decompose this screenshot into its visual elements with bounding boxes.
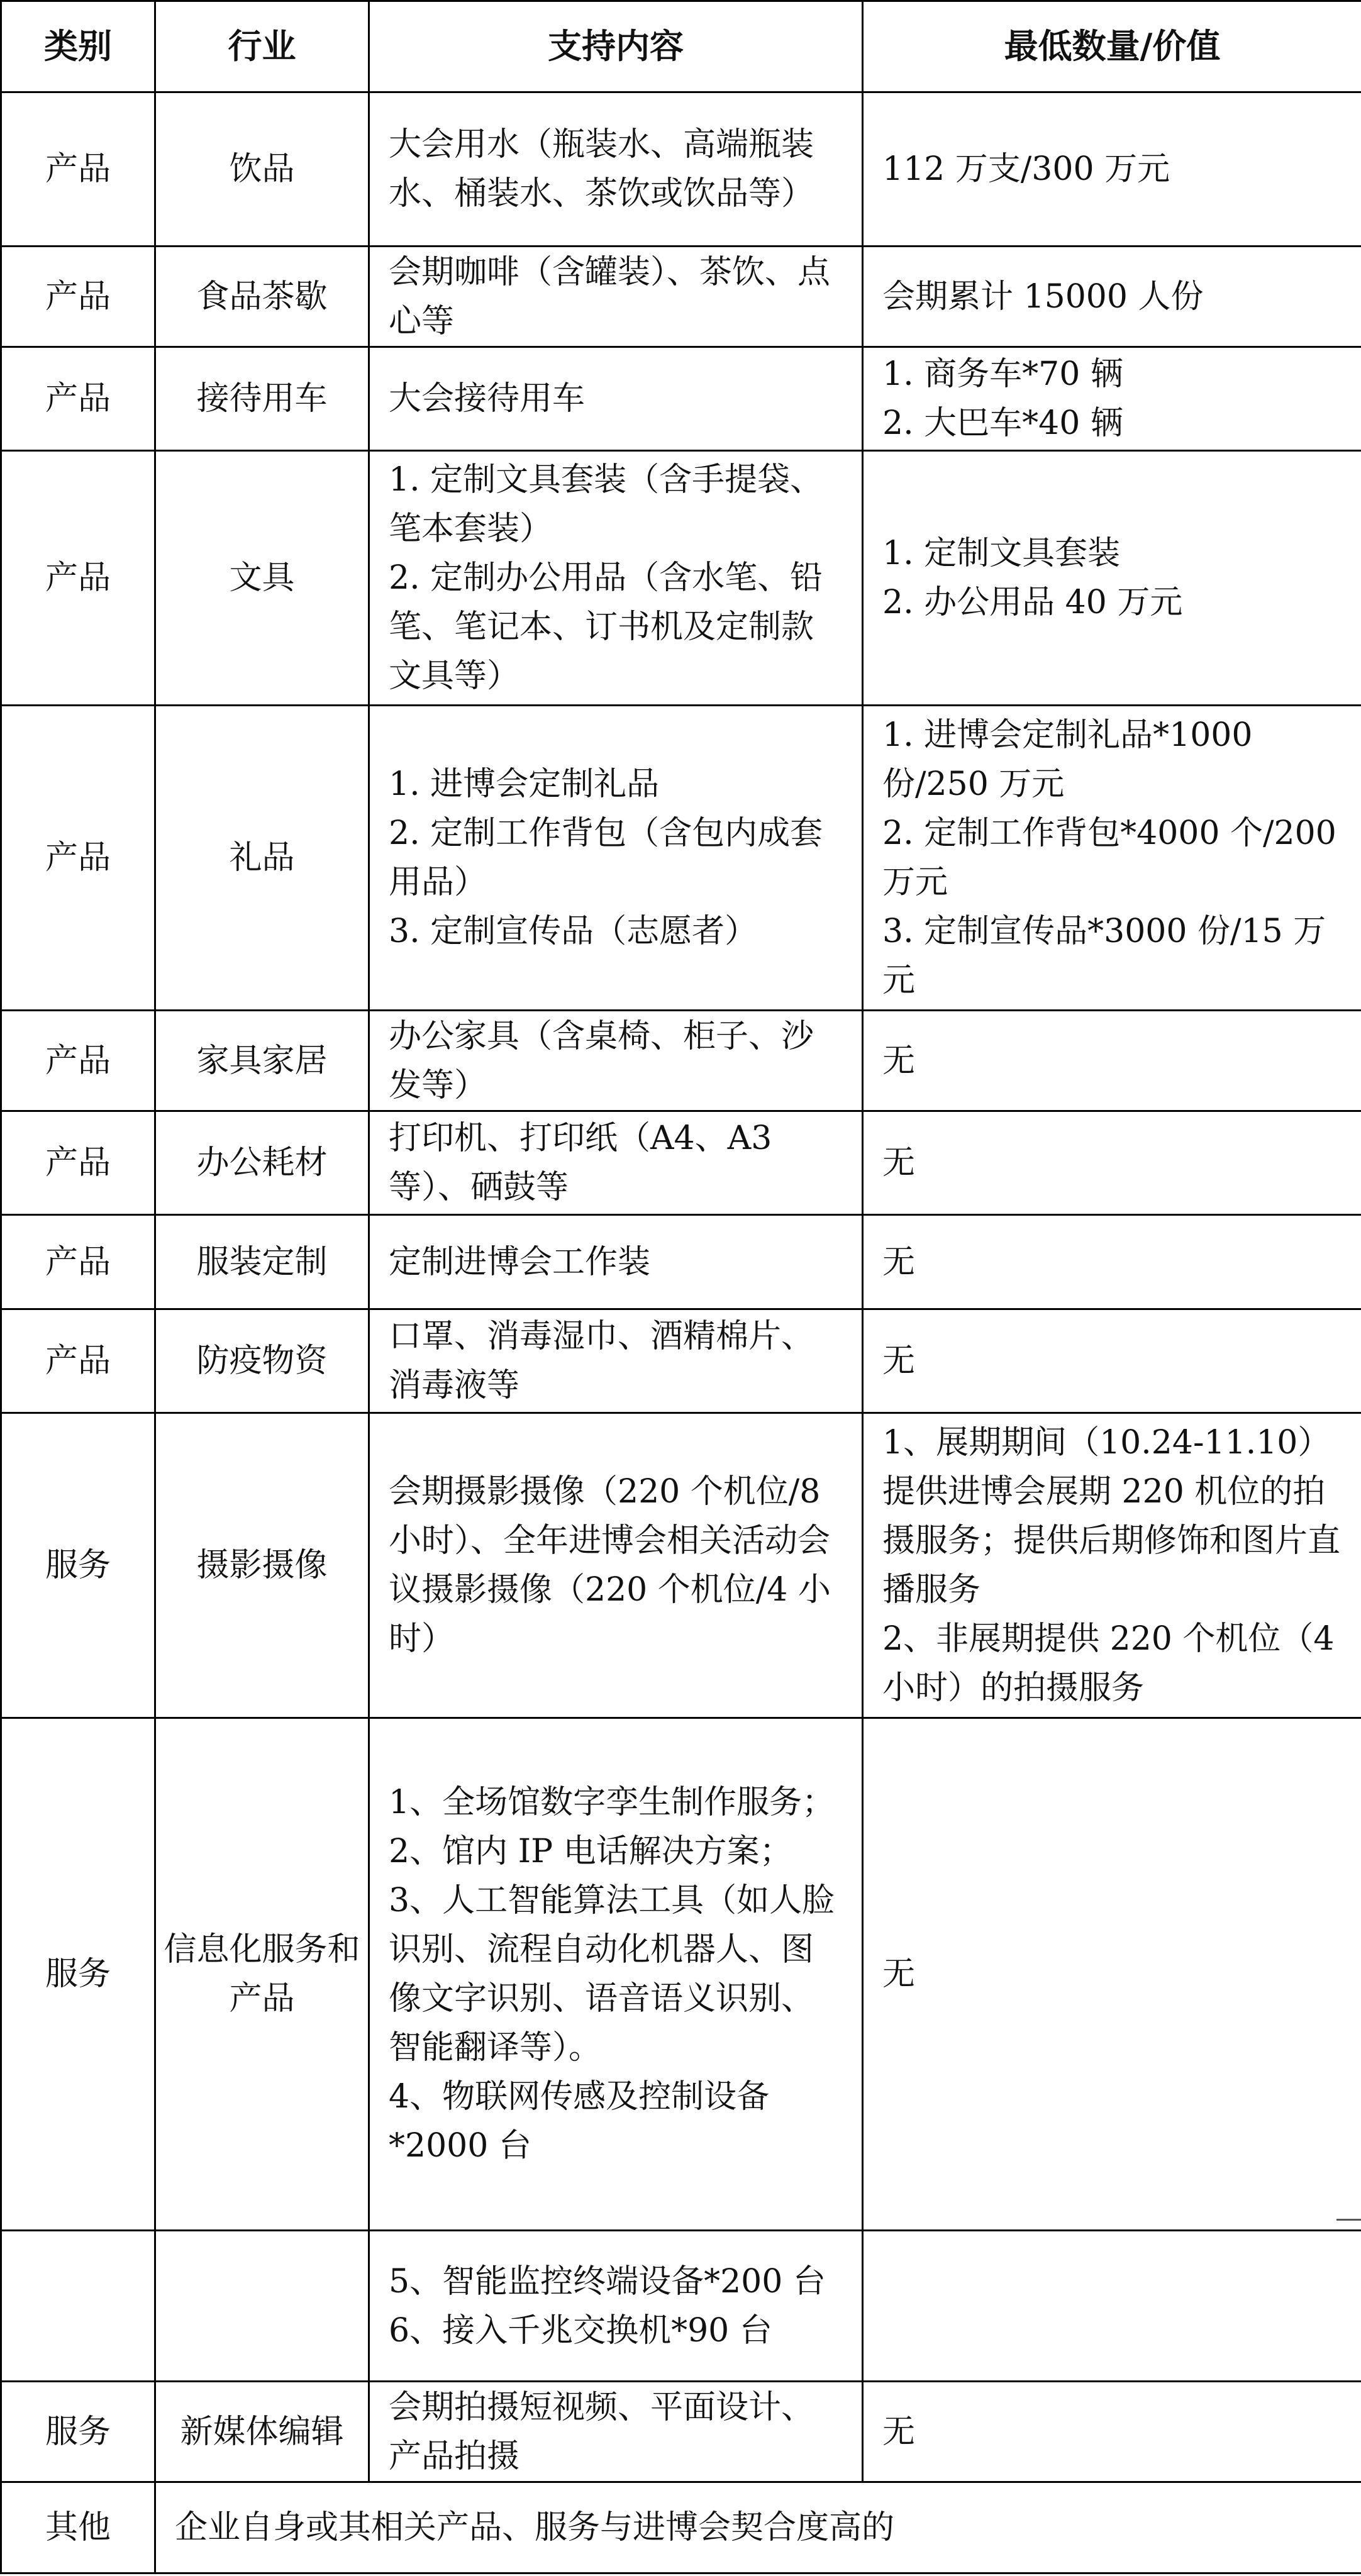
row-category: 产品 xyxy=(1,347,155,451)
row-content: 会期拍摄短视频、平面设计、产品拍摄 xyxy=(369,2382,863,2482)
row-minimum: 1. 定制文具套装 2. 办公用品 40 万元 xyxy=(863,451,1361,706)
row-minimum: 会期累计 15000 人份 xyxy=(863,247,1361,347)
row-industry: 饮品 xyxy=(155,92,369,247)
row-minimum: 无 xyxy=(863,1718,1361,2231)
row-category xyxy=(1,2231,155,2382)
row-content: 办公家具（含桌椅、柜子、沙发等） xyxy=(369,1011,863,1111)
row-industry xyxy=(155,2231,369,2382)
header-industry: 行业 xyxy=(155,1,369,92)
row-content: 会期咖啡（含罐装）、茶饮、点心等 xyxy=(369,247,863,347)
row-minimum: 无 xyxy=(863,1111,1361,1215)
row-content: 企业自身或其相关产品、服务与进博会契合度高的 xyxy=(155,2482,1361,2573)
row-category: 产品 xyxy=(1,247,155,347)
row-industry: 接待用车 xyxy=(155,347,369,451)
table-row xyxy=(1,1413,1361,1718)
row-category: 产品 xyxy=(1,451,155,706)
continuation-row xyxy=(1,2231,1361,2382)
row-content: 大会用水（瓶装水、高端瓶装水、桶装水、茶饮或饮品等） xyxy=(369,92,863,247)
row-minimum: 无 xyxy=(863,1011,1361,1111)
table-row xyxy=(1,247,1361,347)
row-category: 其他 xyxy=(1,2482,155,2573)
row-content: 会期摄影摄像（220 个机位/8 小时）、全年进博会相关活动会议摄影摄像（220 个机位/4 小时） xyxy=(369,1413,863,1718)
table-row xyxy=(1,706,1361,1011)
row-content: 1、全场馆数字孪生制作服务； 2、馆内 IP 电话解决方案；3、人工智能算法工具（如人脸识别、流程自动化机器人、图像文字识别、语音语义识别、智能翻译等）。 4、物联网传感及控制设备*2000 台 xyxy=(369,1718,863,2231)
other-row xyxy=(1,2482,1361,2573)
row-category: 产品 xyxy=(1,1309,155,1413)
row-category: 产品 xyxy=(1,706,155,1011)
row-category: 服务 xyxy=(1,1718,155,2231)
row-category: 服务 xyxy=(1,2382,155,2482)
row-industry: 家具家居 xyxy=(155,1011,369,1111)
row-content: 大会接待用车 xyxy=(369,347,863,451)
row-minimum: 112 万支/300 万元 xyxy=(863,92,1361,247)
table-row xyxy=(1,1215,1361,1309)
row-minimum xyxy=(863,2231,1361,2382)
table-row xyxy=(1,2382,1361,2482)
row-category: 产品 xyxy=(1,1215,155,1309)
row-content: 定制进博会工作装 xyxy=(369,1215,863,1309)
table-row xyxy=(1,347,1361,451)
row-industry: 食品茶歇 xyxy=(155,247,369,347)
table-row xyxy=(1,1111,1361,1215)
row-minimum: 1. 进博会定制礼品*1000 份/250 万元 2. 定制工作背包*4000 个/200 万元 3. 定制宣传品*3000 份/15 万元 xyxy=(863,706,1361,1011)
header-row xyxy=(1,1,1361,92)
row-industry: 办公耗材 xyxy=(155,1111,369,1215)
row-content: 1. 定制文具套装（含手提袋、笔本套装） 2. 定制办公用品（含水笔、铅笔、笔记本、订书机及定制款文具等） xyxy=(369,451,863,706)
row-category: 服务 xyxy=(1,1413,155,1718)
row-minimum: 无 xyxy=(863,1215,1361,1309)
row-category: 产品 xyxy=(1,1111,155,1215)
page-break-marker xyxy=(1336,2219,1361,2227)
row-minimum: 1、展期期间（10.24-11.10）提供进博会展期 220 机位的拍摄服务；提供后期修饰和图片直播服务 2、非展期提供 220 个机位（4 小时）的拍摄服务 xyxy=(863,1413,1361,1718)
row-industry: 防疫物资 xyxy=(155,1309,369,1413)
row-minimum: 无 xyxy=(863,2382,1361,2482)
row-content: 打印机、打印纸（A4、A3 等）、硒鼓等 xyxy=(369,1111,863,1215)
header-content: 支持内容 xyxy=(369,1,863,92)
row-industry: 礼品 xyxy=(155,706,369,1011)
header-category: 类别 xyxy=(1,1,155,92)
row-industry: 服装定制 xyxy=(155,1215,369,1309)
row-content: 1. 进博会定制礼品 2. 定制工作背包（含包内成套用品） 3. 定制宣传品（志愿者） xyxy=(369,706,863,1011)
support-table-continued xyxy=(0,2229,1361,2574)
header-minimum: 最低数量/价值 xyxy=(863,1,1361,92)
row-category: 产品 xyxy=(1,92,155,247)
table-row xyxy=(1,1309,1361,1413)
row-content: 口罩、消毒湿巾、酒精棉片、消毒液等 xyxy=(369,1309,863,1413)
table-row xyxy=(1,92,1361,247)
table-row xyxy=(1,1011,1361,1111)
table-row xyxy=(1,451,1361,706)
row-industry: 新媒体编辑 xyxy=(155,2382,369,2482)
row-industry: 文具 xyxy=(155,451,369,706)
row-minimum: 无 xyxy=(863,1309,1361,1413)
row-industry: 摄影摄像 xyxy=(155,1413,369,1718)
row-industry: 信息化服务和产品 xyxy=(155,1718,369,2231)
row-content: 5、智能监控终端设备*200 台 6、接入千兆交换机*90 台 xyxy=(369,2231,863,2382)
table-row xyxy=(1,1718,1361,2231)
row-category: 产品 xyxy=(1,1011,155,1111)
row-minimum: 1. 商务车*70 辆 2. 大巴车*40 辆 xyxy=(863,347,1361,451)
